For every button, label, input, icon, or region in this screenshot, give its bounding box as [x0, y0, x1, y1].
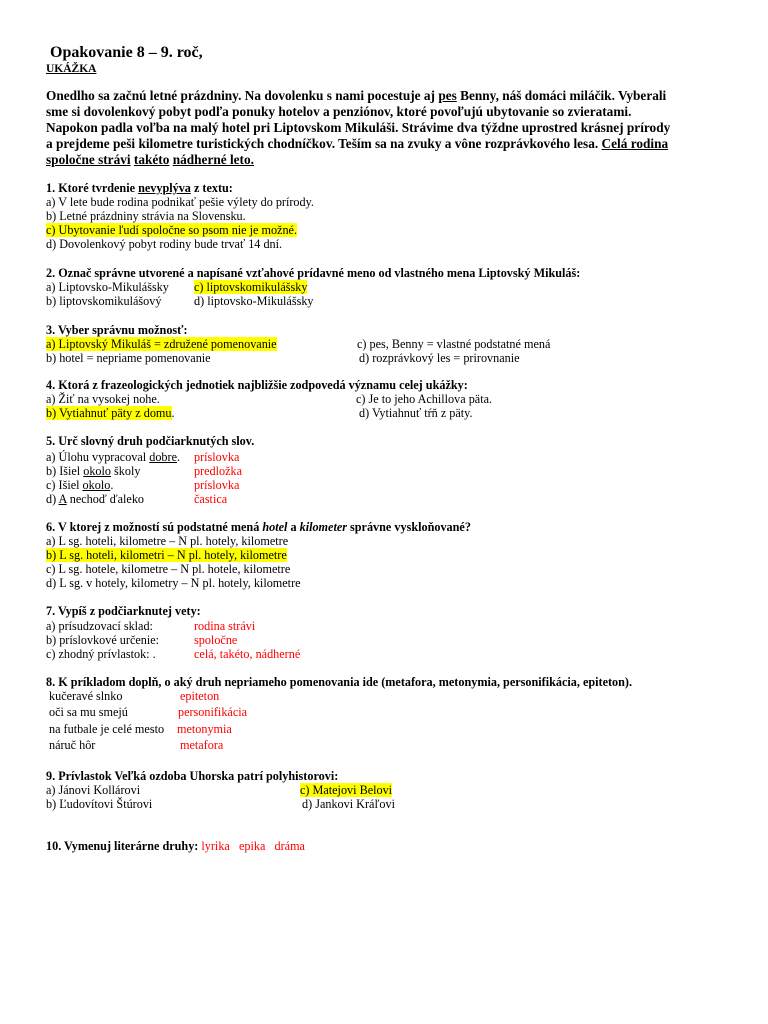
question-8-text: 8. K príkladom doplň, o aký druh nepriameho pomenovania ide (metafora, metonymia, personifikácia, epiteton).	[46, 675, 633, 689]
q5-text: .	[110, 478, 114, 492]
q4-option-b	[46, 406, 175, 420]
question-10-text: 10. Vymenuj literárne druhy:	[46, 839, 199, 853]
q10-answer-2: epika	[238, 839, 266, 853]
q5-text: školy	[111, 464, 141, 478]
q5-text: nechoď ďaleko	[66, 492, 145, 506]
q5-answer-d: častica	[194, 492, 228, 506]
q8-answer-2: personifikácia	[178, 705, 248, 719]
q5-option-c	[46, 478, 113, 492]
intro-line-3: Napokon padla voľba na malý hotel pri Liptovskom Mikuláši. Strávime dva týždne uprostred krásnej prírody	[46, 120, 671, 135]
intro-line-2: sme si dovolenkový pobyt podľa ponuky hotelov a penziónov, ktoré povoľujú ubytovanie so zvieratami.	[46, 104, 632, 119]
question-italic-word: kilometer	[299, 520, 347, 534]
question-3-text: 3. Vyber správnu možnosť:	[46, 323, 188, 337]
page-title: Opakovanie 8 – 9. roč,	[50, 44, 203, 61]
q5-text: a) Úlohu vypracoval	[46, 450, 150, 464]
q2-option-c-highlighted: c) liptovskomikulášsky	[194, 280, 308, 294]
q3-option-d: d) rozprávkový les = prirovnanie	[359, 351, 520, 365]
intro-underlined-sentence: nádherné leto.	[172, 152, 254, 167]
question-10-row	[46, 839, 305, 853]
intro-text: Onedlho sa začnú letné prázdniny. Na dovolenku s nami pocestuje aj	[46, 88, 439, 103]
q9-option-c-highlighted: c) Matejovi Belovi	[300, 783, 393, 797]
q5-option-a	[46, 450, 180, 464]
q5-text: b) Išiel	[46, 464, 84, 478]
q7-option-b: b) príslovkové určenie:	[46, 633, 160, 647]
q8-example-2: oči sa mu smejú	[49, 705, 128, 719]
question-italic-word: hotel	[262, 520, 288, 534]
question-9-text: 9. Prívlastok Veľká ozdoba Uhorska patrí polyhistorovi:	[46, 769, 339, 783]
q9-option-d: d) Jankovi Kráľovi	[302, 797, 395, 811]
q8-answer-3: metonymia	[177, 722, 232, 736]
q2-option-a: a) Liptovsko-Mikulášsky	[46, 280, 169, 294]
q8-example-1: kučeravé slnko	[49, 689, 123, 703]
question-5-text: 5. Urč slovný druh podčiarknutých slov.	[46, 434, 255, 448]
page-subtitle: UKÁŽKA	[46, 63, 97, 75]
intro-underlined-word: pes	[438, 88, 457, 103]
question-text: a	[287, 520, 300, 534]
question-4-text: 4. Ktorá z frazeologických jednotiek najbližšie zodpovedá významu celej ukážky:	[46, 378, 468, 392]
intro-line-4	[46, 136, 668, 152]
question-1-text	[46, 181, 233, 195]
q3-option-a-highlighted: a) Liptovský Mikuláš = združené pomenovanie	[46, 337, 277, 351]
q3-option-b: b) hotel = nepriame pomenovanie	[46, 351, 211, 365]
q6-option-d: d) L sg. v hotely, kilometry – N pl. hotely, kilometre	[46, 576, 301, 590]
q8-answer-1: epiteton	[180, 689, 220, 703]
q5-underlined-word: okolo	[83, 464, 111, 478]
q4-option-a: a) Žiť na vysokej nohe.	[46, 392, 160, 406]
question-text: 6. V ktorej z možností sú podstatné mená	[46, 520, 263, 534]
q3-option-c: c) pes, Benny = vlastné podstatné mená	[357, 337, 551, 351]
question-text: 1. Ktoré tvrdenie	[46, 181, 139, 195]
q8-example-4: náruč hôr	[49, 738, 96, 752]
q2-option-b: b) liptovskomikulášový	[46, 294, 162, 308]
q5-text: d)	[46, 492, 59, 506]
question-7-text: 7. Vypíš z podčiarknutej vety:	[46, 604, 201, 618]
intro-line-1	[46, 88, 666, 104]
q6-option-b-highlighted: b) L sg. hoteli, kilometri – N pl. hotely, kilometre	[46, 548, 287, 562]
q5-text: .	[176, 450, 181, 464]
intro-underlined-sentence: takéto	[133, 152, 170, 167]
q10-answer-1: lyrika	[201, 839, 230, 853]
intro-underlined-sentence: Celá rodina	[601, 136, 669, 151]
question-6-text	[46, 520, 471, 534]
q7-answer-b: spoločne	[194, 633, 238, 647]
q4-option-b-highlighted: b) Vytiahnuť päty z domu	[46, 406, 172, 420]
q5-text: c) Išiel	[46, 478, 83, 492]
q2-option-d: d) liptovsko-Mikulášsky	[194, 294, 314, 308]
intro-underlined-sentence: spoločne strávi	[46, 152, 131, 167]
q5-option-d	[46, 492, 144, 506]
q1-option-a: a) V lete bude rodina podnikať pešie výlety do prírody.	[46, 195, 314, 209]
q5-underlined-word: okolo	[82, 478, 111, 492]
intro-text: a prejdeme peši kilometre turistických chodníčkov. Teším sa na zvuky a vône rozprávkového lesa.	[46, 136, 602, 151]
q4-option-d: d) Vytiahnuť tŕň z päty.	[359, 406, 473, 420]
q10-answer-3: dráma	[274, 839, 305, 853]
q4-option-c: c) Je to jeho Achillova päta.	[356, 392, 493, 406]
q9-option-a: a) Jánovi Kollárovi	[46, 783, 141, 797]
q1-option-c-highlighted: c) Ubytovanie ľudí spoločne so psom nie je možné.	[46, 223, 298, 237]
q1-option-b: b) Letné prázdniny strávia na Slovensku.	[46, 209, 246, 223]
q6-option-c: c) L sg. hotele, kilometre – N pl. hotele, kilometre	[46, 562, 291, 576]
q5-option-b	[46, 464, 140, 478]
q4-option-b-period: .	[171, 406, 175, 420]
q5-answer-c: príslovka	[194, 478, 240, 492]
q5-underlined-word: dobre	[149, 450, 177, 464]
intro-text: Benny, náš domáci miláčik. Vyberali	[456, 88, 667, 103]
q7-answer-c: celá, takéto, nádherné	[194, 647, 301, 661]
intro-line-5	[46, 152, 254, 168]
q7-answer-a: rodina strávi	[194, 619, 256, 633]
q5-underlined-word: A	[58, 492, 67, 506]
q8-example-3: na futbale je celé mesto	[49, 722, 165, 736]
q5-answer-b: predložka	[194, 464, 243, 478]
q8-answer-4: metafora	[180, 738, 224, 752]
q7-option-a: a) prísudzovací sklad:	[46, 619, 153, 633]
question-2-text: 2. Označ správne utvorené a napísané vzťahové prídavné meno od vlastného mena Liptovský Mikuláš:	[46, 266, 581, 280]
question-text: správne vyskloňované?	[346, 520, 471, 534]
q7-option-c: c) zhodný prívlastok: .	[46, 647, 156, 661]
q9-option-b: b) Ľudovítovi Štúrovi	[46, 797, 153, 811]
q6-option-a: a) L sg. hoteli, kilometre – N pl. hotely, kilometre	[46, 534, 289, 548]
question-underlined-word: nevyplýva	[138, 181, 191, 195]
q5-answer-a: príslovka	[194, 450, 240, 464]
question-text: z textu:	[190, 181, 233, 195]
q1-option-d: d) Dovolenkový pobyt rodiny bude trvať 14 dní.	[46, 237, 283, 251]
